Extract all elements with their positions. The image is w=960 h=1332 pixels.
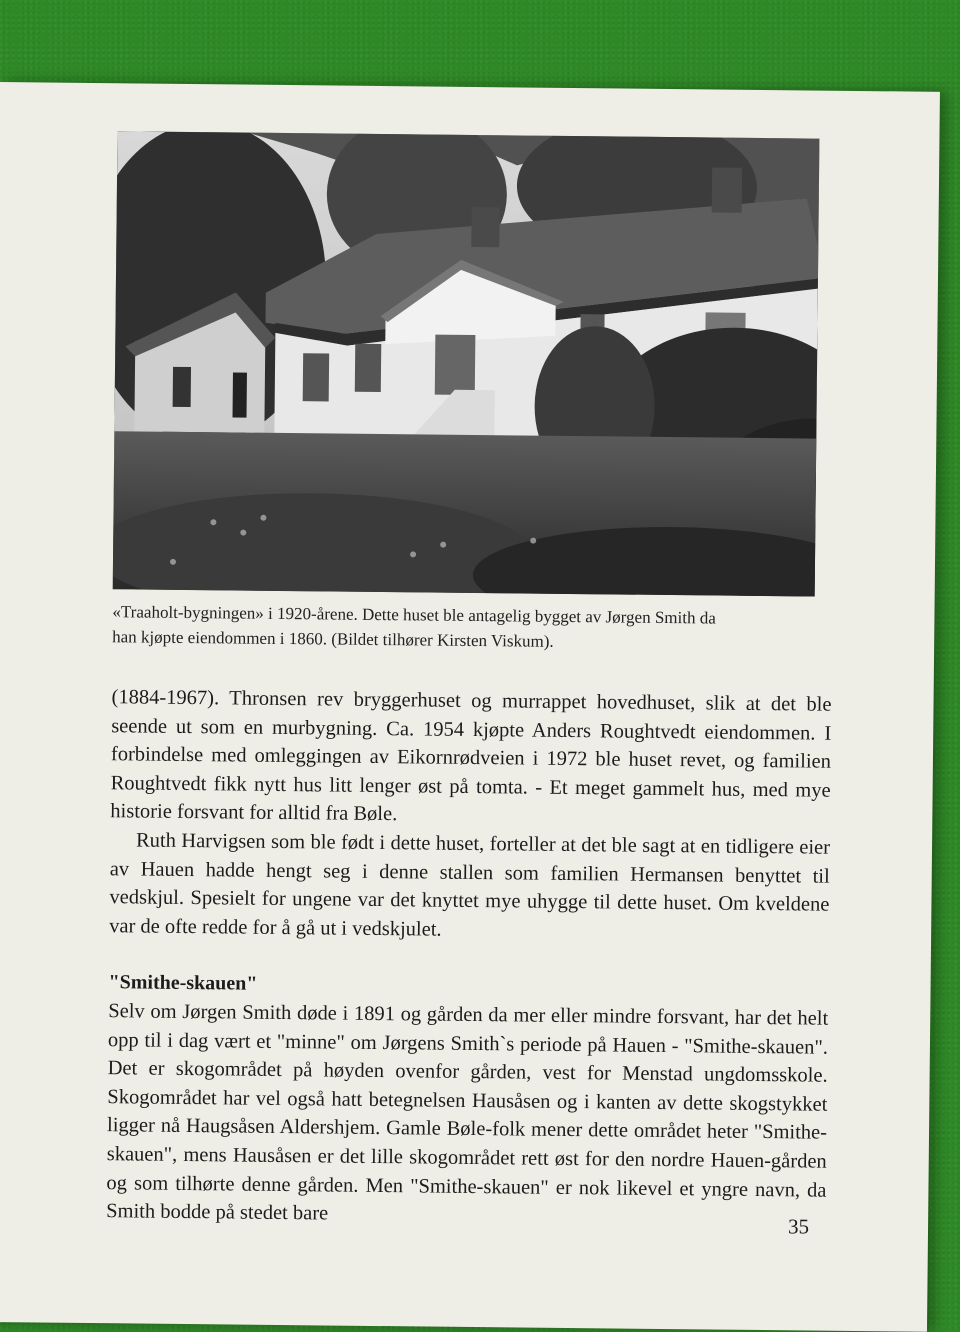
caption-line-2: han kjøpte eiendommen i 1860. (Bildet tilhører Kirsten Viskum). xyxy=(112,627,554,651)
body-text xyxy=(106,683,832,1233)
page-number: 35 xyxy=(787,1214,810,1239)
book-page xyxy=(0,82,940,1332)
paragraph-1: (1884-1967). Thronsen rev bryggerhuset og murrappet hovedhuset, slik at det ble seende ut som en murbygning. Ca. 1954 kjøpte Anders Roughtvedt eiendommen. I forbindelse med omleggingen av Eikornrødveien i 1972 ble huset revet, og familien Roughtvedt fikk nytt hus litt lenger øst på tomta. - Et meget gammelt hus, med mye historie forsvant for alltid fra Bøle. xyxy=(110,686,832,826)
caption-line-1: «Traaholt-bygningen» i 1920-årene. Dette huset ble antagelig bygget av Jørgen Smith da xyxy=(112,602,716,628)
photo-caption xyxy=(112,599,832,657)
house-photograph xyxy=(113,131,820,596)
section-heading: "Smithe-skauen" xyxy=(108,971,258,996)
section-paragraph: Selv om Jørgen Smith døde i 1891 og gården da mer eller mindre forsvant, har det helt opp til i dag vært et "minne" om Jørgens Smith`s periode på Hauen - "Smithe-skauen". Det er skogområdet på høyden ovenfor gården, vest for Menstad ungdomsskole. Skogområdet har vel også hatt betegnelsen Hausåsen og i kanten av dette skogstykket ligger nå Haugsåsen Aldershjem. Gamle Bøle-folk mener dette området heter "Smithe-skauen", mens Hausåsen er det lille skogområdet rett øst for den nordre Hauen-gården og som tilhørte denne gården. Men "Smithe-skauen" er nok likevel et yngre navn, da Smith bodde på stedet bare xyxy=(106,1000,829,1225)
paragraph-2: Ruth Harvigsen som ble født i dette huset, forteller at det ble sagt at en tidligere eier av Hauen hadde hengt seg i denne stallen som familien Hermansen benyttet til vedskjul. Spesielt for ungene var det knyttet mye uhygge til dette huset. Om kveldene var de ofte redde for å gå ut i vedskjulet. xyxy=(109,829,831,941)
photograph-image xyxy=(113,131,820,596)
